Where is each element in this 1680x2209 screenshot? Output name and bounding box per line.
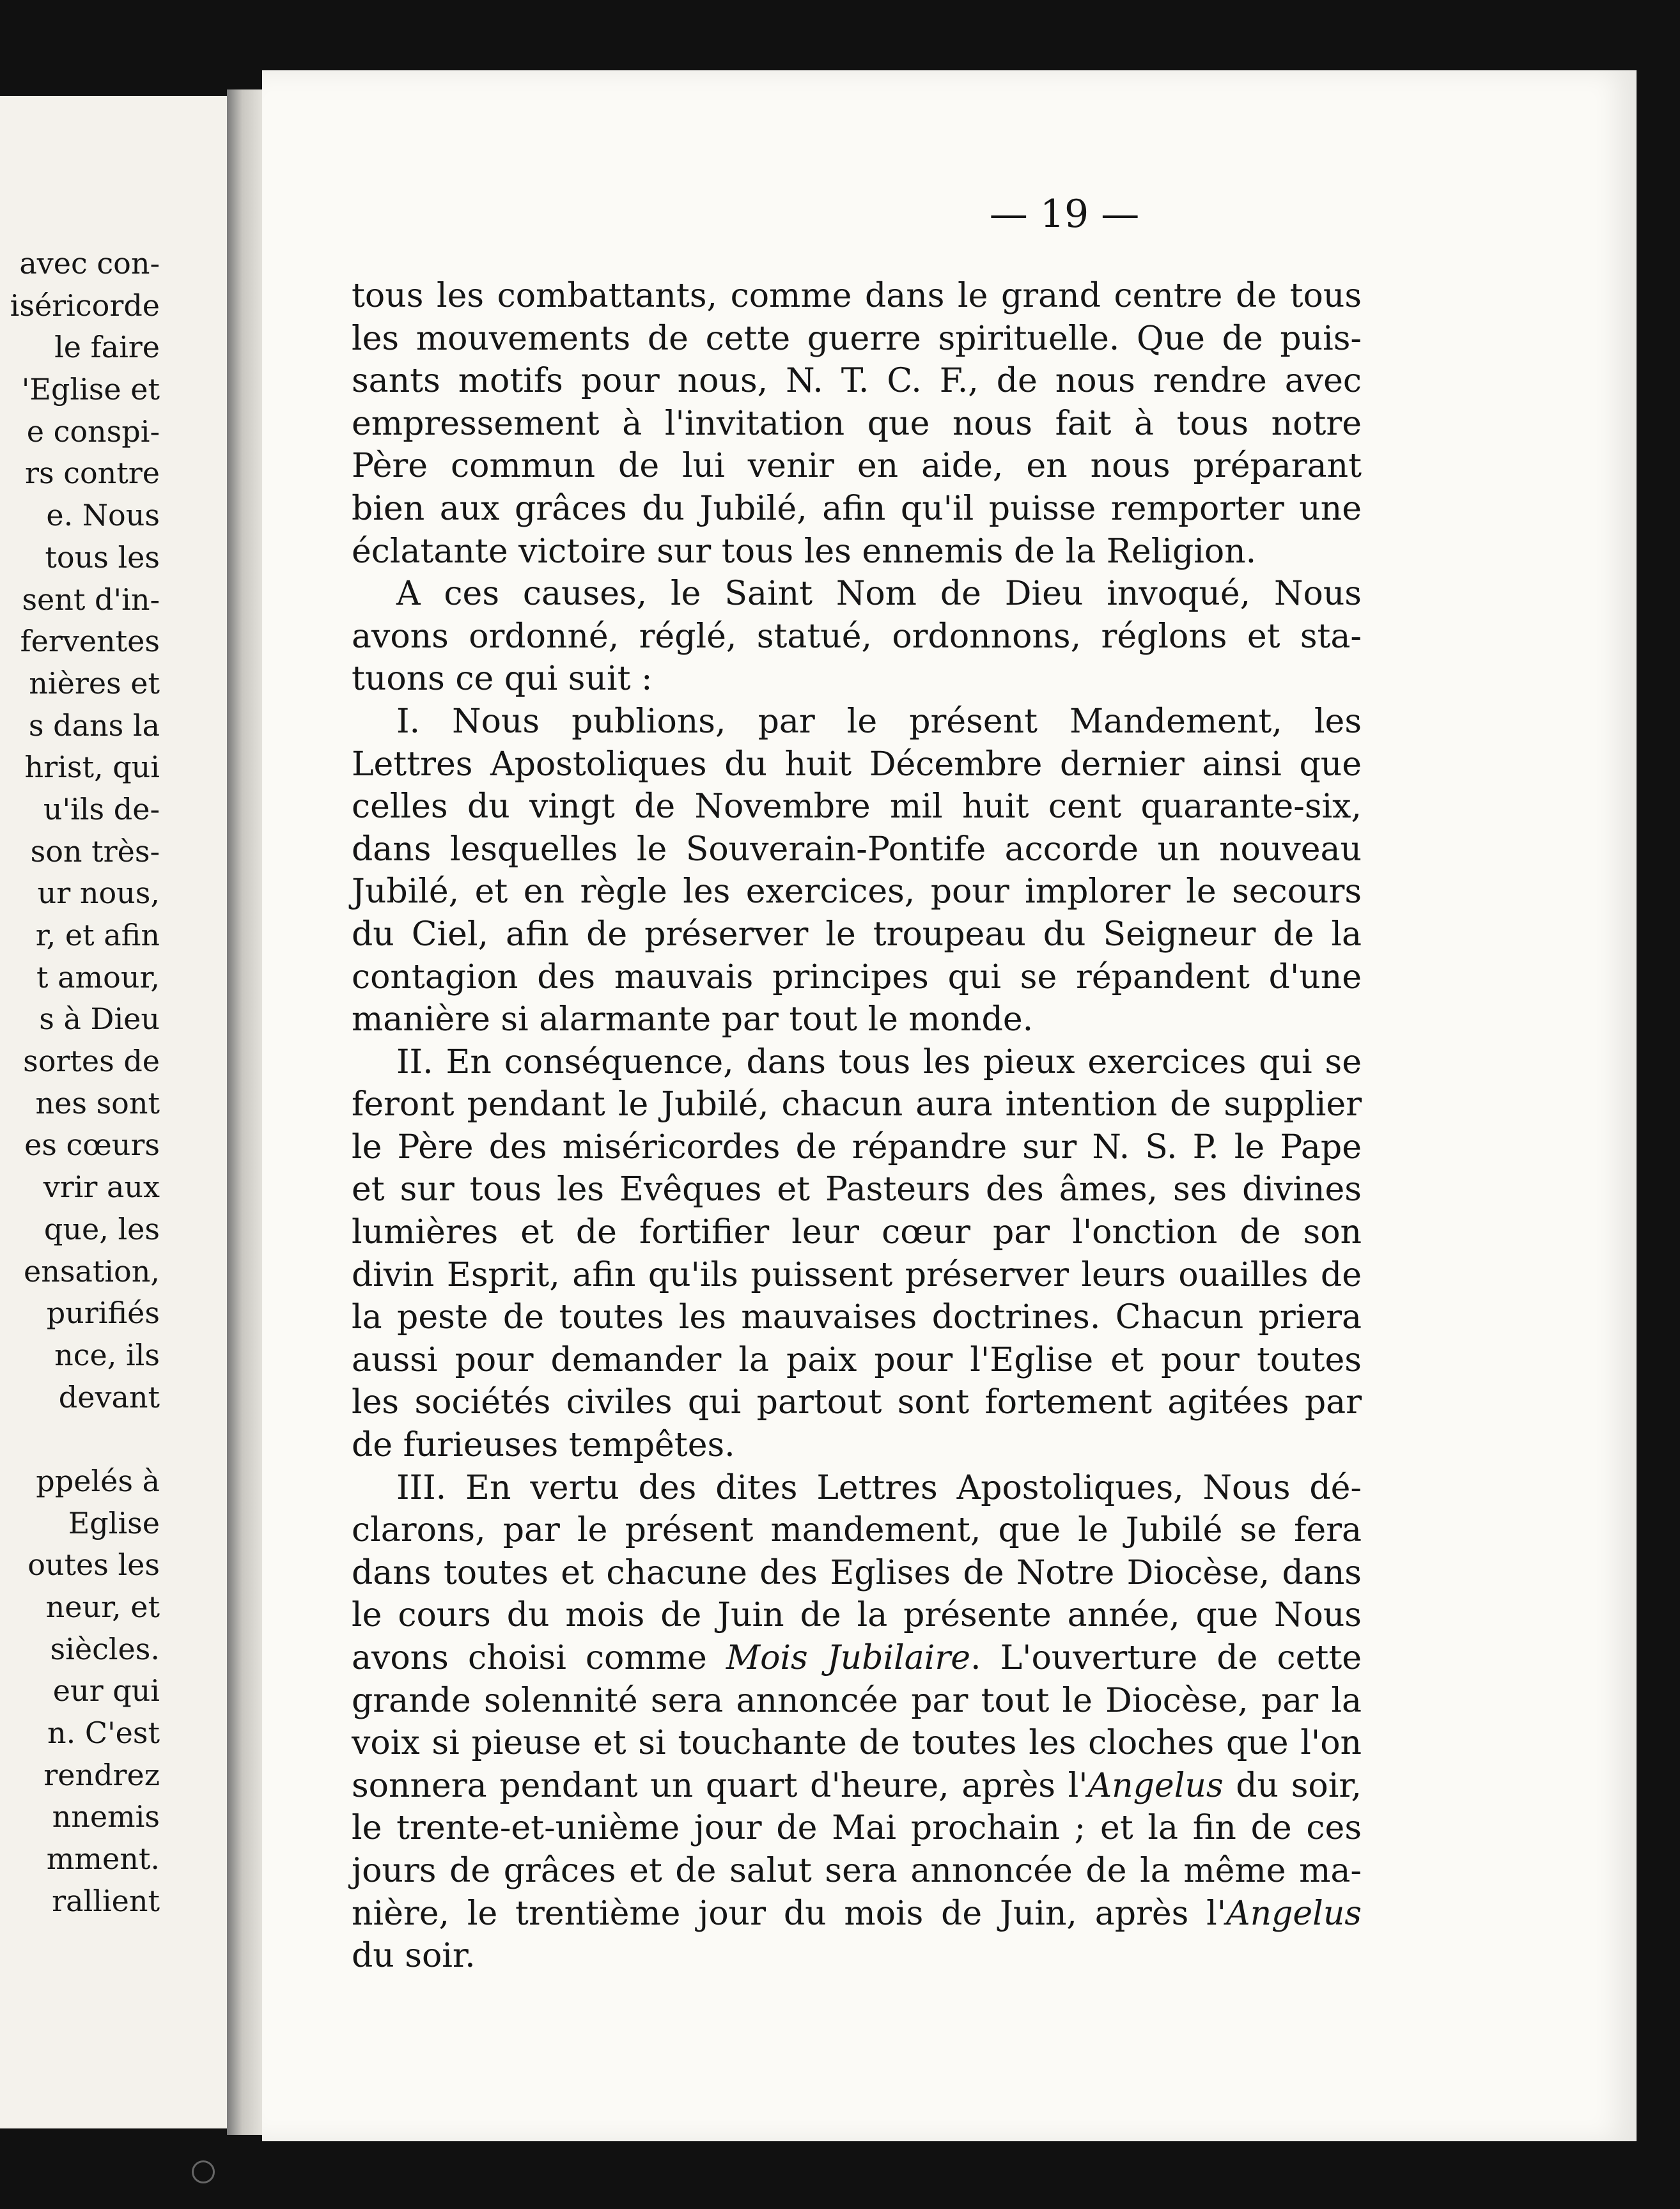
left-page-line: mment. [46,1841,160,1877]
text-line: le cours du mois de Juin de la présente année, que Nous [352,1596,1362,1635]
text-line: A ces causes, le Saint Nom de Dieu invoqué, Nous [396,575,1362,614]
left-page-line: nes sont [35,1085,160,1120]
page-number: — 19 — [989,192,1140,236]
text-line: sants motifs pour nous, N. T. C. F., de nous rendre avec [352,362,1362,401]
left-page-line: iséricorde [10,288,160,323]
left-page-line: ferventes [20,624,160,659]
left-page-line: vrir aux [43,1170,160,1205]
text-line: avons ordonné, réglé, statué, ordonnons, réglons et sta- [352,617,1362,656]
text-line: éclatante victoire sur tous les ennemis de la Religion. [352,532,1257,571]
main-text-block [352,275,1362,1978]
right-page [262,70,1637,2141]
left-page-line: e. Nous [46,498,160,533]
book-gutter [227,89,265,2135]
text-line: du Ciel, afin de préserver le troupeau du Seigneur de la [352,915,1362,954]
text-line: II. En conséquence, dans tous les pieux exercices qui se [396,1042,1362,1081]
text-line-part: avons choisi comme [352,1639,726,1677]
text-line: Lettres Apostoliques du huit Décembre dernier ainsi que [352,745,1362,784]
text-line: le trente-et-unième jour de Mai prochain ; et la fin de ces [352,1809,1362,1848]
left-page-line: 'Eglise et [21,372,160,407]
left-page-line: Eglise [68,1505,160,1540]
text-line: de furieuses tempêtes. [352,1426,735,1465]
text-line: contagion des mauvais principes qui se répandent d'une [352,957,1362,996]
left-page-line: s à Dieu [39,1002,160,1037]
text-line: le Père des miséricordes de répandre sur N. S. P. le Pape [352,1128,1362,1167]
text-line: empressement à l'invitation que nous fait à tous notre [352,404,1362,443]
text-line-part: sonnera pendant un quart d'heure, après l' [352,1766,1088,1805]
left-page [0,96,230,2128]
left-page-line: devant [58,1379,160,1415]
text-line: et sur tous les Evêques et Pasteurs des âmes, ses divines [352,1170,1362,1209]
text-line: aussi pour demander la paix pour l'Eglise et pour toutes [352,1340,1362,1379]
left-page-line [0,1418,160,1461]
italic-term: Angelus [1087,1766,1224,1805]
left-page-line: s dans la [28,708,160,743]
left-page-line: rs contre [25,456,160,491]
left-page-line: outes les [27,1547,160,1583]
left-page-line: ppelés à [36,1463,160,1498]
text-line: les mouvements de cette guerre spirituelle. Que de puis- [352,319,1362,358]
text-line: la peste de toutes les mauvaises doctrines. Chacun priera [352,1298,1362,1337]
text-line: I. Nous publions, par le présent Mandement, les [396,702,1362,741]
left-page-line: eur qui [52,1673,160,1709]
left-page-line: sortes de [23,1044,160,1079]
text-line: les sociétés civiles qui partout sont fortement agitées par [352,1383,1362,1422]
text-line: bien aux grâces du Jubilé, afin qu'il puisse remporter une [352,489,1362,528]
left-page-line: rendrez [43,1757,160,1792]
left-page-line: e conspi- [26,414,160,449]
text-line: Jubilé, et en règle les exercices, pour implorer le secours [352,872,1362,911]
text-line-part: nière, le trentième jour du mois de Juin, après l' [352,1894,1227,1933]
text-line: Père commun de lui venir en aide, en nous préparant [352,447,1362,486]
text-line: tuons ce qui suit : [352,660,653,699]
left-page-line: purifiés [46,1296,160,1331]
text-line: III. En vertu des dites Lettres Apostoliques, Nous dé- [396,1468,1362,1507]
text-line [352,1765,1362,1808]
left-page-line: hrist, qui [24,750,160,785]
text-line: voix si pieuse et si touchante de toutes les cloches que l'on [352,1724,1362,1763]
left-page-line: sent d'in- [22,582,160,617]
text-line: clarons, par le présent mandement, que le Jubilé se fera [352,1511,1362,1550]
text-line [352,1893,1362,1935]
left-page-line: nce, ils [54,1337,160,1372]
text-line: manière si alarmante par tout le monde. [352,1000,1034,1039]
left-page-line: nnemis [52,1799,160,1834]
text-line-part: . L'ouverture de cette [970,1639,1362,1677]
text-line: grande solennité sera annoncée par tout le Diocèse, par la [352,1681,1362,1720]
left-page-line: neur, et [45,1590,160,1624]
left-page-line: t amour, [36,959,160,995]
text-line-part: du soir, [1223,1766,1362,1805]
text-line: jours de grâces et de salut sera annoncée de la même ma- [352,1851,1362,1890]
scan-mark [192,2160,215,2183]
left-page-line: son très- [30,833,160,869]
left-page-line: tous les [45,539,160,575]
left-page-line: ur nous, [37,876,160,911]
left-page-line: siècles. [50,1631,160,1666]
text-line [352,1637,1362,1680]
text-line: dans toutes et chacune des Eglises de Notre Diocèse, dans [352,1553,1362,1592]
left-page-line: es cœurs [24,1128,160,1163]
text-line: dans lesquelles le Souverain-Pontife accorde un nouveau [352,830,1362,869]
left-page-line: avec con- [19,246,160,281]
italic-term: Angelus [1226,1894,1362,1933]
left-page-line: rallient [52,1883,160,1918]
left-page-line: u'ils de- [43,791,160,826]
left-page-line: le faire [54,330,160,365]
italic-term: Mois Jubilaire [726,1639,970,1677]
left-page-text [0,243,160,1923]
text-line: celles du vingt de Novembre mil huit cent quarante-six, [352,787,1362,826]
text-line: tous les combattants, comme dans le grand centre de tous [352,277,1362,315]
text-line: lumières et de fortifier leur cœur par l'onction de son [352,1213,1362,1252]
text-line: du soir. [352,1937,476,1976]
text-line: feront pendant le Jubilé, chacun aura intention de supplier [352,1085,1362,1124]
left-page-line: n. C'est [47,1716,160,1751]
left-page-line: r, et afin [35,918,160,952]
left-page-line: que, les [43,1211,160,1246]
left-page-line: nières et [29,665,160,701]
text-line: divin Esprit, afin qu'ils puissent préserver leurs ouailles de [352,1255,1362,1294]
left-page-line: ensation, [23,1253,160,1289]
